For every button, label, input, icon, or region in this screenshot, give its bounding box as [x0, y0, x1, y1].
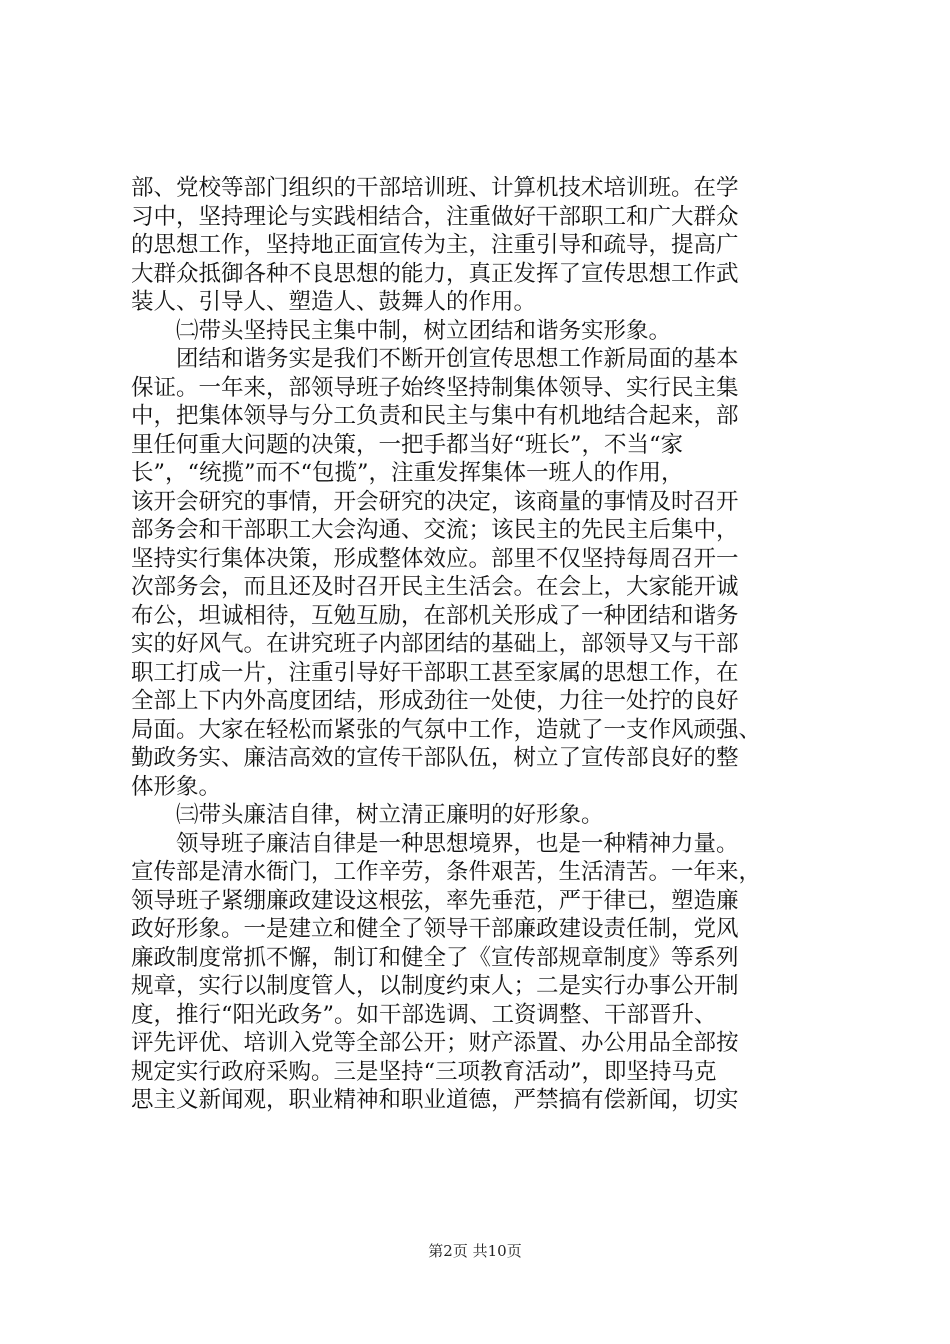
text-line: 体形象。 — [131, 773, 222, 800]
text-line: 大群众抵御各种不良思想的能力，真正发挥了宣传思想工作武 — [131, 260, 739, 287]
text-line: 里任何重大问题的决策，一把手都当好“班长”，不当“家 — [131, 431, 684, 458]
text-line: 政好形象。一是建立和健全了领导干部廉政建设责任制，党风 — [131, 916, 739, 942]
text-line: 评先评优、培训入党等全部公开；财产添置、办公用品全部按 — [131, 1030, 739, 1056]
text-line: 布公，坦诚相待，互勉互励，在部机关形成了一种团结和谐务 — [131, 602, 739, 629]
text-line: 部、党校等部门组织的干部培训班、计算机技术培训班。在学 — [131, 175, 739, 201]
text-line: 全部上下内外高度团结，形成劲往一处使，力往一处拧的良好 — [131, 688, 739, 714]
text-line: 该开会研究的事情，开会研究的决定，该商量的事情及时召开 — [131, 488, 739, 515]
text-line: 规章，实行以制度管人，以制度约束人；二是实行办事公开制 — [131, 973, 739, 999]
text-line: 坚持实行集体决策，形成整体效应。部里不仅坚持每周召开一 — [131, 545, 739, 572]
text-line: 勤政务实、廉洁高效的宣传干部队伍，树立了宣传部良好的整 — [131, 745, 739, 771]
text-line: 长”，“统揽”而不“包揽”，注重发挥集体一班人的作用， — [131, 460, 684, 486]
text-line: 团结和谐务实是我们不断开创宣传思想工作新局面的基本 — [131, 346, 739, 372]
text-line: 保证。一年来，部领导班子始终坚持制集体领导、实行民主集 — [131, 374, 739, 401]
text-line: 实的好风气。在讲究班子内部团结的基础上，部领导又与干部 — [131, 631, 739, 657]
text-line: 中，把集体领导与分工负责和民主与集中有机地结合起来，部 — [131, 403, 739, 429]
text-line: 次部务会，而且还及时召开民主生活会。在会上，大家能开诚 — [131, 574, 739, 600]
text-line: 廉政制度常抓不懈，制订和健全了《宣传部规章制度》等系列 — [131, 944, 739, 971]
text-line: 习中，坚持理论与实践相结合，注重做好干部职工和广大群众 — [131, 203, 739, 230]
body-text — [131, 174, 831, 1115]
section-heading: ㈡带头坚持民主集中制，树立团结和谐务实形象。 — [131, 317, 672, 344]
text-line: 思主义新闻观，职业精神和职业道德，严禁搞有偿新闻，切实 — [131, 1087, 739, 1113]
text-line: 装人、引导人、塑造人、鼓舞人的作用。 — [131, 289, 537, 315]
text-line: 职工打成一片，注重引导好干部职工甚至家属的思想工作，在 — [131, 659, 739, 686]
page-footer: 第2页 共10页 — [428, 1242, 522, 1260]
text-line: 局面。大家在轻松而紧张的气氛中工作，造就了一支作风顽强、 — [131, 716, 762, 743]
text-line: 领导班子廉洁自律是一种思想境界，也是一种精神力量。 — [131, 830, 739, 857]
text-line: 规定实行政府采购。三是坚持“三项教育活动”，即坚持马克 — [131, 1058, 717, 1085]
text-line: 领导班子紧绷廉政建设这根弦，率先垂范，严于律已，塑造廉 — [131, 887, 739, 914]
text-line: 宣传部是清水衙门，工作辛劳，条件艰苦，生活清苦。一年来， — [131, 859, 762, 885]
section-heading: ㈢带头廉洁自律，树立清正廉明的好形象。 — [131, 802, 604, 828]
text-line: 度，推行“阳光政务”。如干部选调、工资调整、干部晋升、 — [131, 1001, 717, 1028]
text-line: 部务会和干部职工大会沟通、交流；该民主的先民主后集中， — [131, 517, 739, 543]
text-line: 的思想工作，坚持地正面宣传为主，注重引导和疏导，提高广 — [131, 232, 739, 258]
